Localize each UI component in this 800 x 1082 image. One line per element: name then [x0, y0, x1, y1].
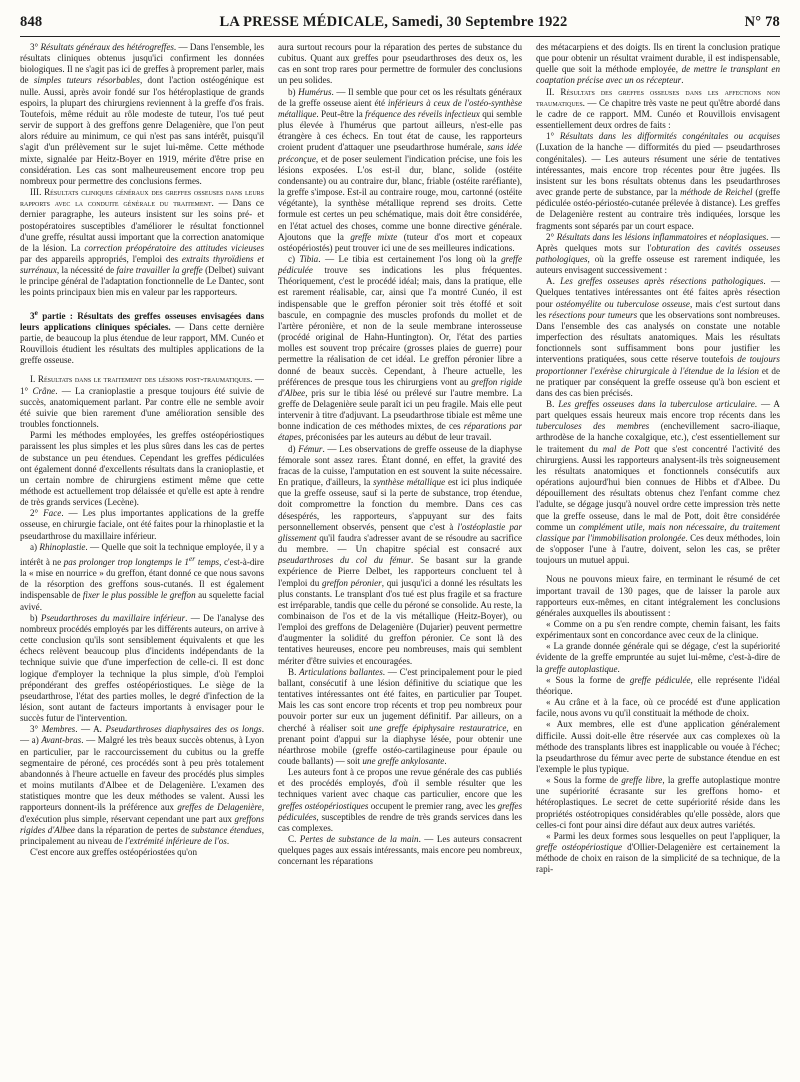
paragraph: 3° Membres. — A. Pseudarthroses diaphysaires des os longs. — a) Avant-bras. — Malgré les très beaux succès obtenus, à Lyon en particulier, par le raccourcissement du cubitus ou la greffe segmentaire de péroné, ces procédés sont à peu près totalement abandonnés à l'heure actuelle en faveur des procédés plus simples et moins mutilants d'Albee et de Delagenière. L'examen des statistiques montre que les deux méthodes se valent. Aussi les rapporteurs donnent-ils la préférence aux greffes de Delagenière, d'exécution plus simple, réservant cependant une part aux greffons rigides d'Albee dans la réparation de pertes de substance étendues, principalement au niveau de l'extrémité inférieure de l'os. [20, 724, 264, 846]
paragraph: 2° Face. — Les plus importantes applications de la greffe osseuse, en chirurgie faciale, ont été faites pour la rhinoplastie et la pseudarthrose du maxillaire inférieur. [20, 508, 264, 541]
paragraph: aura surtout recours pour la réparation des pertes de substance du cubitus. Quant aux greffes pour pseudarthroses des deux os, les cas en sont trop rares pour permettre de formuler des conclusions un peu solides. [278, 42, 522, 86]
paragraph: « Sous la forme de greffe libre, la greffe autoplastique montre une supériorité écrasante sur les greffons homo- et hétéroplastiques. Le secret de cette supériorité réside dans les propriétés ostéotropiques considérables qu'elle possède, alors que celles-ci font pour ainsi dire défaut aux deux autres variétés. [536, 775, 780, 830]
paragraph: 1° Résultats dans les difformités congénitales ou acquises (Luxation de la hanche — difformités du pied — pseudarthroses congénitales). — Les auteurs résument une série de tentatives intéressantes, mais encore trop récentes pour être jugées. Ils insistent sur les bons résultats obtenus dans les pseudarthroses avec grande perte de substance, par la méthode de Reichel (greffe pédiculée ostéo-périostéo-cutanée prélevée à distance). Les greffes de Delagenière restent au contraire très indiquées, lorsque les fragments sont séparés par un court espace. [536, 131, 780, 231]
text-column-left [20, 42, 264, 1074]
paragraph: III. Résultats cliniques généraux des greffes osseuses dans leurs rapports avec la conduite générale du traitement. — Dans ce dernier paragraphe, les auteurs insistent sur les soins pré- et postopératoires susceptibles d'améliorer le résultat fonctionnel d'une greffe, résultat aussi important que la correction anatomique de la lésion. La correction préopératoire des attitudes vicieuses par des appareils appropriés, l'emploi des extraits thyroïdiens et surrénaux, la nécessité de faire travailler la greffe (Delbet) suivant le principe général de l'adaptation fonctionnelle de Le Dantec, sont les points principaux bien mis en valeur par les rapporteurs. [20, 187, 264, 298]
paragraph: « Au crâne et à la face, où ce procédé est d'une application facile, nous avons vu qu'il constituait la méthode de choix. [536, 697, 780, 719]
paragraph: II. Résultats des greffes osseuses dans les affections non traumatiques. — Ce chapitre très vaste ne peut qu'être abordé dans le cadre de ce rapport. MM. Cunéo et Rouvillois envisagent essentiellement deux ordres de faits : [536, 86, 780, 131]
paragraph: A. Les greffes osseuses après résections pathologiques. — Quelques tentatives intéressantes ont été faites après résection pour ostéomyélite ou tuberculose osseuse, mais c'est surtout dans les résections pour tumeurs que les observations sont nombreuses. Dans l'ensemble des cas analysés on constate une notable imperfection des résultats anatomiques. Mais les résultats fonctionnels sont suffisamment bons pour justifier les interventions pratiquées, sous cette réserve toutefois de toujours proportionner l'exérèse chirurgicale à l'étendue de la lésion et de ne pratiquer par conséquent la greffe osseuse qu'à bon escient et dans des cas bien précisés. [536, 276, 780, 398]
paragraph: B. Les greffes osseuses dans la tuberculose articulaire. — A part quelques essais heureux mais encore trop récents dans les tuberculoses des membres (enchevillement sacro-iliaque, arthrodèse de la hanche coxalgique, etc.), c'est essentiellement sur le traitement du mal de Pott que s'est concentré l'activité des chirurgiens. Aussi les rapporteurs analysent-ils très soigneusement les résultats anatomiques et fonctionnels consécutifs aux opérations aujourd'hui bien connues de Hibbs et d'Albee. Du dépouillement des résultats obtenus chez l'enfant comme chez l'adulte, se dégage jusqu'à nouvel ordre cette impression très nette que la greffe osseuse, dans le mal de Pott, doit être considérée comme un complément utile, mais non nécessaire, du traitement classique par l'immobilisation prolongée. Ces deux méthodes, loin de s'opposer l'une à l'autre, doivent, selon les cas, se prêter toujours un mutuel appui. [536, 399, 780, 566]
paragraph: C'est encore aux greffes ostéopériostées qu'on [30, 847, 197, 857]
paragraph: c) Tibia. — Le tibia est certainement l'os long où la greffe pédiculée trouve ses indications les plus fréquentes. Théoriquement, c'est le procédé idéal; mais, dans la pratique, elle est rarement réalisable, car, ainsi que l'a montré Cunéo, il est indispensable que le greffon péronier soit très étoffé et soit bascule, en compagnie des muscles profonds du mollet et de l'artère péronière, et non de la seule membrane interosseuse (procédé original de Hahn-Huntington). Or, l'état des parties molles est souvent trop précaire (grosses plaies de guerre) pour permettre la réalisation de cet idéal. Le greffon péronier libre a donné de beaux succès. Cependant, à l'heure actuelle, les préférences de presque tous les chirurgiens vont au greffon rigide d'Albee, pris sur le tibia lésé ou prélevé sur l'autre membre. La greffe de Delagenière seule paraît ici un peu fragile. Mais elle peut intervenir à titre d'adjuvant. La pseudarthrose tibiale est même une bonne indication de ces méthodes mixtes, de ces réparations par étapes, préconisées par les auteurs au début de leur travail. [278, 253, 522, 443]
paragraph: B. Articulations ballantes. — C'est principalement pour le pied ballant, consécutif à une lésion définitive du sciatique que les tentatives intéressantes ont été faites, en particulier par Toupet. Mais les cas sont encore trop récents et trop peu nombreux pour pouvoir porter sur eux un jugement définitif. Par ailleurs, on a cherché à réaliser soit une greffe épiphysaire restauratrice, en prenant point d'appui sur la diaphyse lésée, pour obtenir une néarthrose mobile (greffe ostéo-cartilagineuse pour épaule ou coude ballants) — soit une greffe ankylosante. [278, 666, 522, 766]
paragraph: des métacarpiens et des doigts. Ils en tirent la conclusion pratique que pour obtenir un résultat vraiment durable, il est indispensable, quelle que soit la méthode employée, de mettre le transplant en coaptation précise avec un os récepteur. [536, 42, 780, 86]
issue-number: N° 78 [744, 14, 780, 30]
paragraph: 3° Résultats généraux des hétérogreffes. — Dans l'ensemble, les résultats cliniques obtenus jusqu'ici confirment les données biologiques. Il ne s'agit pas ici de greffes à proprement parler, mais de simples tuteurs résorbables, dont l'action ostéogénique est nulle. Aussi, après avoir fondé sur l'os hétéroplastique de grands espoirs, la plupart des chirurgiens reviennent à la greffe d'os frais. Toutefois, même réduit au rôle modeste de tuteur, l'os tué peut servir de support à des greffons genre Delagenière, que l'on peut alors réduire au minimum, ce qui n'est pas sans intérêt, puisqu'il s'agit d'un prélèvement sur le sujet lui-même. Cette méthode mixte, signalée par Heitz-Boyer en 1919, mérite d'être prise en considération. Les cas sont malheureusement encore trop peu nombreux pour permettre des conclusions fermes. [20, 42, 264, 186]
header-rule [20, 36, 780, 37]
paragraph: « Comme on a pu s'en rendre compte, chemin faisant, les faits expérimentaux sont en concordance avec ceux de la clinique. [536, 618, 780, 641]
paragraph: a) Rhinoplastie. — Quelle que soit la technique employée, il y a intérêt à ne pas prolonger trop longtemps le 1er temps, c'est-à-dire la « mise en nourrice » du greffon, étant donné ce que nous savons de la résorption des greffons sous-cutanés. Il est également indispensable de fixer le plus possible le greffon au squelette facial avivé. [20, 541, 264, 612]
journal-title: LA PRESSE MÉDICALE, Samedi, 30 Septembre 1922 [219, 14, 568, 30]
paragraph: « La grande donnée générale qui se dégage, c'est la supériorité évidente de la greffe empruntée au sujet lui-même, c'est-à-dire de la greffe autoplastique. [536, 641, 780, 674]
paragraph: C. Pertes de substance de la main. — Les auteurs consacrent quelques pages aux essais intéressants, mais encore peu nombreux, concernant les réparations [278, 834, 522, 867]
paragraph: Nous ne pouvons mieux faire, en terminant le résumé de cet important travail de 130 pages, que de laisser la parole aux rapporteurs eux-mêmes, en citant intégralement les conclusions générales auxquelles ils aboutissent : [536, 574, 780, 618]
page-number: 848 [20, 14, 43, 30]
paragraph: « Aux membres, elle est d'une application généralement difficile. Aussi doit-elle être réservée aux cas complexes où la méthode des transplants libres est inapplicable ou vouée à l'échec; la pseudarthrose du fémur avec perte de substance étendue en est l'exemple le plus typique. [536, 719, 780, 774]
paragraph: 2° Résultats dans les lésions inflammatoires et néoplasiques. — Après quelques mots sur l'obturation des cavités osseuses pathologiques, où la greffe osseuse est rarement indiquée, les auteurs envisagent successivement : [536, 231, 780, 276]
text-column-right [536, 42, 780, 1074]
paragraph: I. Résultats dans le traitement des lésions post-traumatiques. — 1° Crâne. — La cranioplastie a presque toujours été suivie de succès, anatomiquement parlant. Par contre elle ne semble avoir été suivie que bien rarement d'une amélioration sensible des troubles fonctionnels. [20, 374, 264, 430]
text-column-middle [278, 42, 522, 1074]
paragraph: d) Fémur. — Les observations de greffe osseuse de la diaphyse fémorale sont assez rares. Étant donné, en effet, la gravité des fracas de la cuisse, l'amputation en est souvent la suite nécessaire. En pratique, d'ailleurs, la synthèse métallique est ici plus indiquée que la greffe osseuse, sauf si la perte de substance, trop étendue, doit compromettre la fonction du membre. Dans ces cas désespérés, les rapporteurs, s'appuyant sur des faits personnellement observés, pensent que c'est à l'ostéoplastie par glissement qu'il faudra s'adresser avant de se résoudre au sacrifice du membre. — Un chapitre spécial est consacré aux pseudarthroses du col du fémur. Se basant sur la grande expérience de Pierre Delbet, les rapporteurs concluent tel à l'emploi du greffon péronier, qui jusqu'ici a donné les résultats les plus constants. Le transplant d'os tué est plus fragile et sa fracture est irréparable, tandis que celle du péroné se consolide. Au reste, la combinaison de l'os et de la vis métallique (Heitz-Boyer), ou l'emploi des greffons de Delagenière (Dujarier) peuvent permettre d'augmenter la solidité du greffon péronier. Ce sont là des tentatives heureuses, encore peu nombreuses, mais qui semblent mériter d'être suivies et encouragées. [278, 443, 522, 666]
paragraph: Les auteurs font à ce propos une revue générale des cas publiés et des procédés employés, d'où il semble résulter que les techniques varient avec chaque cas particulier, encore que les greffes ostéopériostiques occupent le premier rang, avec les greffes pédiculées, susceptibles de rendre de très grands services dans les cas complexes. [278, 767, 522, 833]
running-header [20, 14, 780, 32]
paragraph: b) Pseudarthroses du maxillaire inférieur. — De l'analyse des nombreux procédés employés par les différents auteurs, on arrive à cette conclusion qu'ils sont sensiblement équivalents et que les échecs relèvent beaucoup plus d'incidents indépendants de la technique suivie que d'une imperfection de celle-ci. Il est donc logique d'employer la technique la plus simple, d'où l'emploi prépondérant des greffes ostéopériostiques. Le siège de la pseudarthrose, l'état des parties molles, le degré d'infection de la lésion, sont autant de facteurs importants à envisager pour le succès futur de l'intervention. [20, 612, 264, 724]
paragraph: 3e partie : Résultats des greffes osseuses envisagées dans leurs applications cliniques spéciales. — Dans cette dernière partie, de beaucoup la plus étendue de leur rapport, MM. Cunéo et Rouvillois étudient les résultats des multiples applications de la greffe osseuse. [20, 307, 264, 366]
paragraph: b) Humérus. — Il semble que pour cet os les résultats généraux de la greffe osseuse aient été inférieurs à ceux de l'ostéo-synthèse métallique. Peut-être la fréquence des réveils infectieux qui semble plus élevée à l'humérus que partout ailleurs, n'est-elle pas étrangère à ces échecs. En tout état de cause, les rapporteurs croient prudent d'attaquer une pseudarthrose humérale, sans idée préconçue, et de poser seulement l'indication précise, une fois les lésions exposées. L'os est-il dur, blanc, solide (ostéite condensante) ou au contraire dur, blanc, friable (ostéite raréfiante), la greffe s'impose. Est-il au contraire rouge, mou, cartonné (ostéite végétante), la synthèse métallique reprend ses droits. Cette formule est certes un peu schématique, mais doit être considérée, en l'état actuel des choses, comme une bonne directive générale. Ajoutons que la greffe mixte (tuteur d'os mort et copeaux ostéopériostés) peut trouver ici une de ses meilleures indications. [278, 86, 522, 253]
paragraph: « Parmi les deux formes sous lesquelles on peut l'appliquer, la greffe ostéopériostique d'Ollier-Delagenière est certainement la méthode de choix en raison de la simplicité de sa technique, de la rapi- [536, 830, 780, 875]
paragraph: « Sous la forme de greffe pédiculée, elle représente l'idéal théorique. [536, 674, 780, 696]
article-body [20, 42, 780, 1074]
paragraph: Parmi les méthodes employées, les greffes ostéopériostiques paraissent les plus simples et les plus sûres dans les cas de pertes de substance un peu étendues. Cependant les greffes pédiculées ont également donné d'excellents résultats dans la cranioplastie, et un certain nombre de chirurgiens estiment même que cette méthode est actuellement trop délaissée et qu'elle est apte à rendre de très grands services (Lecène). [20, 430, 264, 508]
